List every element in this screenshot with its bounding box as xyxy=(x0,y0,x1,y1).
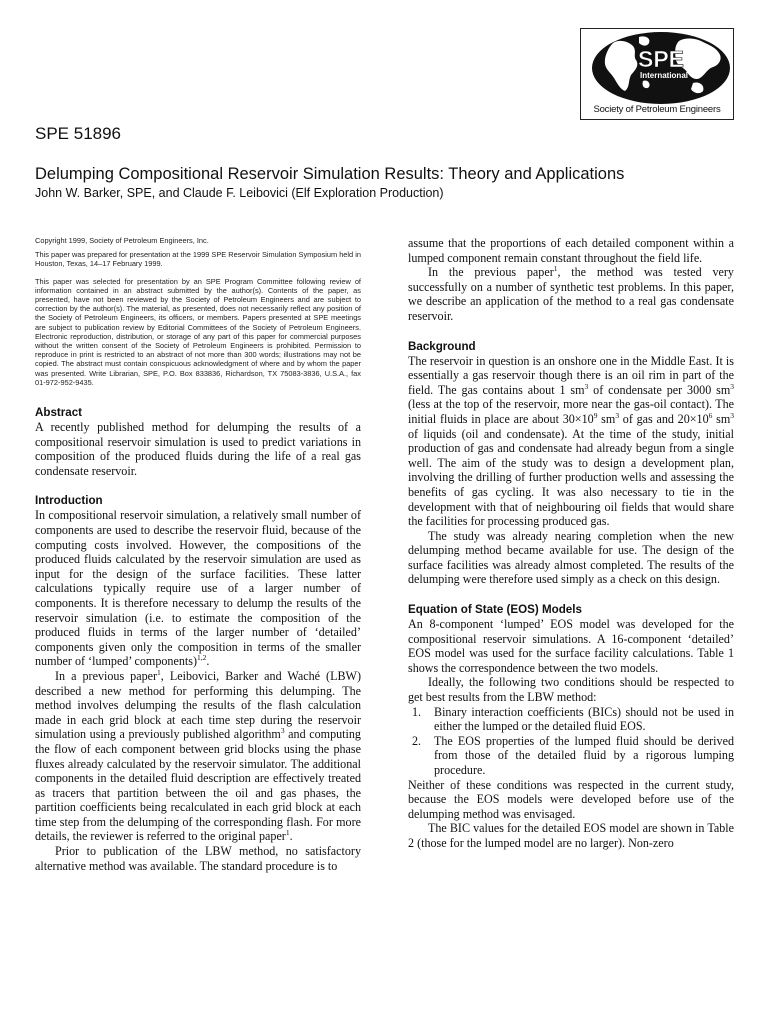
logo-international-text: International xyxy=(639,71,689,80)
symposium-note: This paper was prepared for presentation at the 1999 SPE Reservoir Simulation Symposium held in Houston, Texas, 14–17 February 1999. xyxy=(35,250,361,269)
eos-paragraph-2: Ideally, the following two conditions should be respected to get best results from the LBW method: xyxy=(408,675,734,705)
previous-paper-paragraph: In the previous paper$^1$, the method was tested very successfully on a number of synthetic test problems. In this paper, we describe an application of the method to a real gas condensate reservoir. xyxy=(408,264,734,323)
spe-logo xyxy=(580,28,734,120)
background-paragraph-1: The reservoir in question is an onshore one in the Middle East. It is essentially a gas reservoir though there is an oil rim in part of the field. The gas contains about 1 $sm^3$ of condensate per 3000 $sm^3$ (less at the top of the reservoir, more near the gas-oil contact). The initial fluids in place are about $30\times 10^9$ $sm^3$ of gas and $20\times 10^6$ $sm^3$ of liquids (oil and condensate). At the time of the study, initial production of gas and condensate had already begun from a single well. The aim of the study was to design a development plan, involving the drilling of further production wells and assessing the benefits of gas cycling. It was also necessary to tie in the development with that of neighbouring oil fields that would share the facilities for processing produced gas. xyxy=(408,353,735,529)
eos-paragraph-4: The BIC values for the detailed EOS model are shown in Table 2 (those for the lumped model are no larger). Non-zero xyxy=(408,821,734,850)
list-item: 1. Binary interaction coefficients (BICs) should not be used in either the lumped or the detailed fluid EOS. xyxy=(412,704,734,734)
abstract-text: A recently published method for delumping the results of a compositional reservoir simulation is used to predict variations in composition of the produced fluids during the life of a real gas condensate reservoir. xyxy=(35,420,361,478)
eos-conditions-list xyxy=(408,705,734,778)
eos-heading: Equation of State (EOS) Models xyxy=(408,603,582,617)
intro-paragraph-2: In a previous paper$^1$, Leibovici, Barker and Waché (LBW) described a new method for performing this delumping. The method involves delumping the results of the flash calculation made in each grid block at each time step during the reservoir simulation using a previously published algorithm$^3$ and computing the flow of each component between grid blocks using the phase fluxes already calculated by the reservoir simulator. The additional components in the detailed fluid description are effectively treated as tracers that partition between the oil and gas phases, the partition coefficients being recalculated in each grid block at each time step from the delumping of the corresponding flash. For more details, the reviewer is referred to the original paper$^1$. xyxy=(35,667,361,844)
background-paragraph-2: The study was already nearing completion when the new delumping method became available for use. The design of the surface facilities was already almost completed. The results of the delumping were therefore used simply as a check on this design. xyxy=(408,528,734,587)
intro-paragraph-1: In compositional reservoir simulation, a relatively small number of components are used to describe the reservoir fluid, because of the computing costs involved. However, the compositions of the produced fluids calculated by the reservoir simulation are used as input for the design of the surface facilities. These latter calculations typically require use of a larger number of components. It is therefore necessary to delump the results of the reservoir simulation (i.e. to estimate the composition of the produced fluids in terms of the larger number of ‘detailed’ components given only the composition in terms of the smaller number of ‘lumped’ components)$^{1,2}$. xyxy=(35,508,361,669)
introduction-heading: Introduction xyxy=(35,494,103,508)
intro-paragraph-3: Prior to publication of the LBW method, no satisfactory alternative method was available. The standard procedure is to xyxy=(35,844,361,873)
continued-paragraph: assume that the proportions of each detailed component within a lumped component remain constant throughout the field life. xyxy=(408,236,734,265)
paper-authors: John W. Barker, SPE, and Claude F. Leibovici (Elf Exploration Production) xyxy=(35,186,444,200)
logo-spe-text: SPE xyxy=(637,46,685,72)
paper-title: Delumping Compositional Reservoir Simulation Results: Theory and Applications xyxy=(35,165,625,183)
left-column xyxy=(35,236,361,873)
eos-paragraph-1: An 8-component ‘lumped’ EOS model was developed for the compositional reservoir simulations. A 16-component ‘detailed’ EOS model was used for the surface facility calculations. Table 1 shows the correspondence between the two models. xyxy=(408,617,734,675)
eos-paragraph-3: Neither of these conditions was respected in the current study, because the EOS models were developed before use of the delumping method was envisaged. xyxy=(408,777,734,821)
copyright-notice: This paper was selected for presentation by an SPE Program Committee following review of information contained in an abstract submitted by the author(s). Contents of the paper, as presented, have not been reviewed by the Society of Petroleum Engineers and are subject to correction by the author(s). The material, as presented, does not necessarily reflect any position of the Society of Petroleum Engineers, its officers, or members. Papers presented at SPE meetings are subject to publication review by Editorial Committees of the Society of Petroleum Engineers. Electronic reproduction, distribution, or storage of any part of this paper for commercial purposes without the written consent of the Society of Petroleum Engineers is prohibited. Permission to reproduce in print is restricted to an abstract of not more than 300 words; illustrations may not be copied. The abstract must contain conspicuous acknowledgment of where and by whom the paper was presented. Write Librarian, SPE, P.O. Box 833836, Richardson, TX 75083-3836, U.S.A., fax 01-972-952-9435. xyxy=(35,276,361,387)
logo-caption: Society of Petroleum Engineers xyxy=(593,104,721,115)
list-item: 2. The EOS properties of the lumped fluid should be derived from those of the detailed fluid by a rigorous lumping procedure. xyxy=(412,733,734,777)
paper-number: SPE 51896 xyxy=(35,124,122,143)
copyright-line: Copyright 1999, Society of Petroleum Engineers, Inc. xyxy=(35,236,209,245)
globe-icon xyxy=(581,29,735,107)
right-column xyxy=(408,236,734,851)
abstract-heading: Abstract xyxy=(35,406,83,420)
background-heading: Background xyxy=(408,339,476,353)
